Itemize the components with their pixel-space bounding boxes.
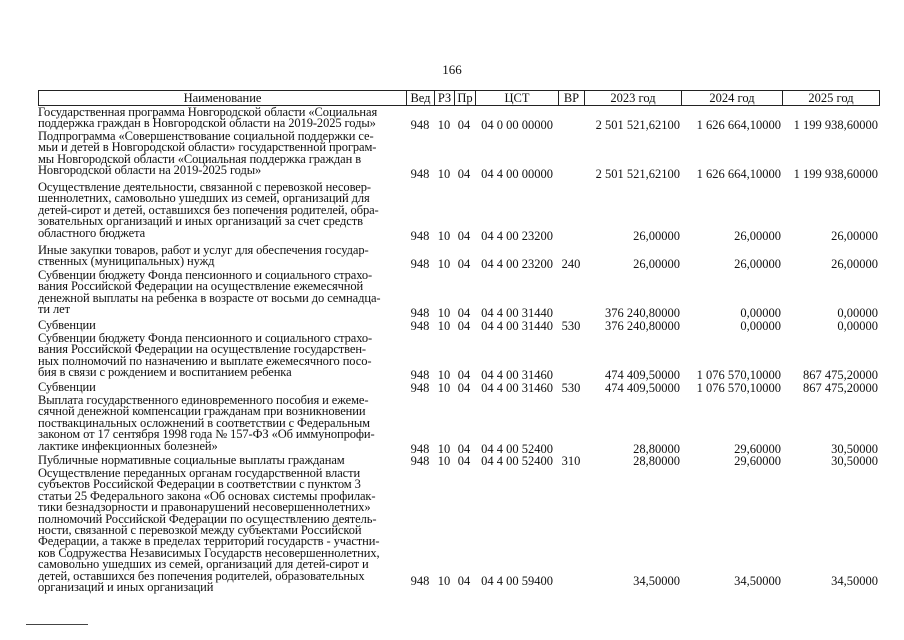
row-values [38,230,880,243]
cell-2024: 26,00000 [734,257,781,271]
cell-2024: 26,00000 [734,229,781,243]
footer-rule [26,624,88,625]
cell-2023: 2 501 521,62100 [595,118,680,132]
cell-rz: 10 [437,167,451,181]
cell-2024: 29,60000 [734,442,781,456]
cell-rz: 10 [437,306,451,320]
cell-2025: 30,50000 [831,442,878,456]
cell-cst: 04 4 00 31460 [481,368,553,382]
cell-2023: 26,00000 [633,257,680,271]
cell-ved: 948 [410,319,430,333]
cell-rz: 10 [437,454,451,468]
cell-rz: 10 [437,118,451,132]
column-header-2025: 2025 год [808,91,854,105]
cell-2025: 1 199 938,60000 [793,118,878,132]
cell-2024: 1 076 570,10000 [696,368,781,382]
cell-2024: 0,00000 [740,319,781,333]
cell-vr: 240 [561,257,581,271]
cell-pr: 04 [457,167,471,181]
row-name: Подпрограмма «Совершенствование социальной поддержки се- мьи и детей в Новгородской области» государственной програм- мы Новгородской области «Социальная поддержка граждан в Новгородской области на 2019-2025 годы» [38,129,377,178]
cell-ved: 948 [410,306,430,320]
cell-rz: 10 [437,229,451,243]
cell-ved: 948 [410,442,430,456]
cell-cst: 04 4 00 52400 [481,442,553,456]
cell-pr: 04 [457,574,471,588]
table-header [38,90,880,106]
cell-ved: 948 [410,454,430,468]
cell-2025: 26,00000 [831,229,878,243]
cell-cst: 04 4 00 31440 [481,319,553,333]
cell-rz: 10 [437,442,451,456]
cell-vr: 530 [561,319,581,333]
column-header-2024: 2024 год [682,91,783,105]
cell-ved: 948 [410,574,430,588]
cell-rz: 10 [437,257,451,271]
cell-ved: 948 [410,229,430,243]
cell-pr: 04 [457,229,471,243]
cell-rz: 10 [437,381,451,395]
row-name: Публичные нормативные социальные выплаты гражданам [38,453,345,467]
column-header-cst: ЦСТ [476,91,559,105]
row-values [38,575,880,588]
row-name: Субвенции [38,380,96,394]
cell-2023: 376 240,80000 [605,306,680,320]
column-header-pr: Пр [455,91,476,105]
cell-2023: 28,80000 [633,454,680,468]
cell-pr: 04 [457,381,471,395]
cell-2024: 0,00000 [740,306,781,320]
cell-ved: 948 [410,257,430,271]
cell-rz: 10 [437,319,451,333]
cell-ved: 948 [410,118,430,132]
column-header-ved: Вед [407,91,435,105]
cell-cst: 04 4 00 52400 [481,454,553,468]
cell-cst: 04 4 00 31440 [481,306,553,320]
column-header-rz: РЗ [435,91,455,105]
row-name: Субвенции бюджету Фонда пенсионного и социального страхо- вания Российской Федерации на осуществление ежемесячной денежной выплаты на ребенка в возрасте от восьми до семнадца- ти лет [38,268,381,317]
cell-2025: 867 475,20000 [803,381,878,395]
cell-2025: 30,50000 [831,454,878,468]
cell-2023: 376 240,80000 [605,319,680,333]
cell-ved: 948 [410,368,430,382]
cell-cst: 04 4 00 23200 [481,257,553,271]
row-name: Субвенции [38,318,96,332]
page-number: 166 [442,62,462,77]
cell-rz: 10 [437,574,451,588]
cell-cst: 04 4 00 23200 [481,229,553,243]
cell-2023: 28,80000 [633,442,680,456]
cell-pr: 04 [457,368,471,382]
row-name: Субвенции бюджету Фонда пенсионного и социального страхо- вания Российской Федерации на осуществление государствен- ных полномочий по назначению и выплате ежемесячного посо- бия в связи с рождением и воспитанием ребенка [38,331,373,380]
cell-vr: 530 [561,381,581,395]
cell-pr: 04 [457,118,471,132]
row-name: Осуществление переданных органам государственной власти субъектов Российской Федерации в соответствии с пунктом 3 статьи 25 Федерального закона «Об основах системы профилак- тики безнадзорности и правонарушений несовершеннолетних» полномочий Российской Федерации по осуществлению деятель- ности, связанной с перевозкой между субъектами Российской Федерации, а также в пределах территорий государств - участни- ков Содружества Независимых Государств несовершеннолетних, самовольно ушедших из семей, организаций для детей-сирот и детей, оставшихся без попечения родителей, образовательных организаций и иных организаций [38,466,380,595]
row-name: Иные закупки товаров, работ и услуг для обеспечения государ- ственных (муниципальных) нужд [38,243,369,269]
cell-pr: 04 [457,454,471,468]
column-header-name: Наименование [39,91,407,105]
cell-2024: 1 076 570,10000 [696,381,781,395]
cell-pr: 04 [457,257,471,271]
row-name: Выплата государственного единовременного пособия и ежеме- сячной денежной компенсации гражданам при возникновении поствакцинальных осложнений в соответствии с Федеральным законом от 17 сентября 1998 года № 157-ФЗ «Об иммунопрофи- лактике инфекционных болезней» [38,393,375,453]
cell-2025: 1 199 938,60000 [793,167,878,181]
cell-vr: 310 [561,454,581,468]
row-name: Государственная программа Новгородской области «Социальная поддержка граждан в Новгородской области на 2019-2025 годы» [38,105,378,131]
cell-2023: 474 409,50000 [605,368,680,382]
cell-2023: 34,50000 [633,574,680,588]
cell-cst: 04 4 00 00000 [481,167,553,181]
cell-2023: 26,00000 [633,229,680,243]
column-header-vr: ВР [559,91,585,105]
cell-2024: 1 626 664,10000 [696,118,781,132]
cell-pr: 04 [457,442,471,456]
cell-2024: 34,50000 [734,574,781,588]
cell-2025: 0,00000 [837,319,878,333]
cell-pr: 04 [457,306,471,320]
cell-ved: 948 [410,167,430,181]
cell-2025: 34,50000 [831,574,878,588]
cell-2025: 867 475,20000 [803,368,878,382]
cell-rz: 10 [437,368,451,382]
cell-2024: 29,60000 [734,454,781,468]
cell-ved: 948 [410,381,430,395]
cell-cst: 04 4 00 31460 [481,381,553,395]
cell-2025: 26,00000 [831,257,878,271]
cell-2023: 2 501 521,62100 [595,167,680,181]
cell-2023: 474 409,50000 [605,381,680,395]
cell-cst: 04 0 00 00000 [481,118,553,132]
row-name: Осуществление деятельности, связанной с перевозкой несовер- шеннолетних, самовольно ушедших из семей, организаций для детей-сирот и детей, оставшихся без попечения родителей, обра- зовательных организаций и иных организаций за счет средств областного бюджета [38,180,379,240]
cell-pr: 04 [457,319,471,333]
column-header-2023: 2023 год [585,91,682,105]
cell-cst: 04 4 00 59400 [481,574,553,588]
cell-2024: 1 626 664,10000 [696,167,781,181]
cell-2025: 0,00000 [837,306,878,320]
